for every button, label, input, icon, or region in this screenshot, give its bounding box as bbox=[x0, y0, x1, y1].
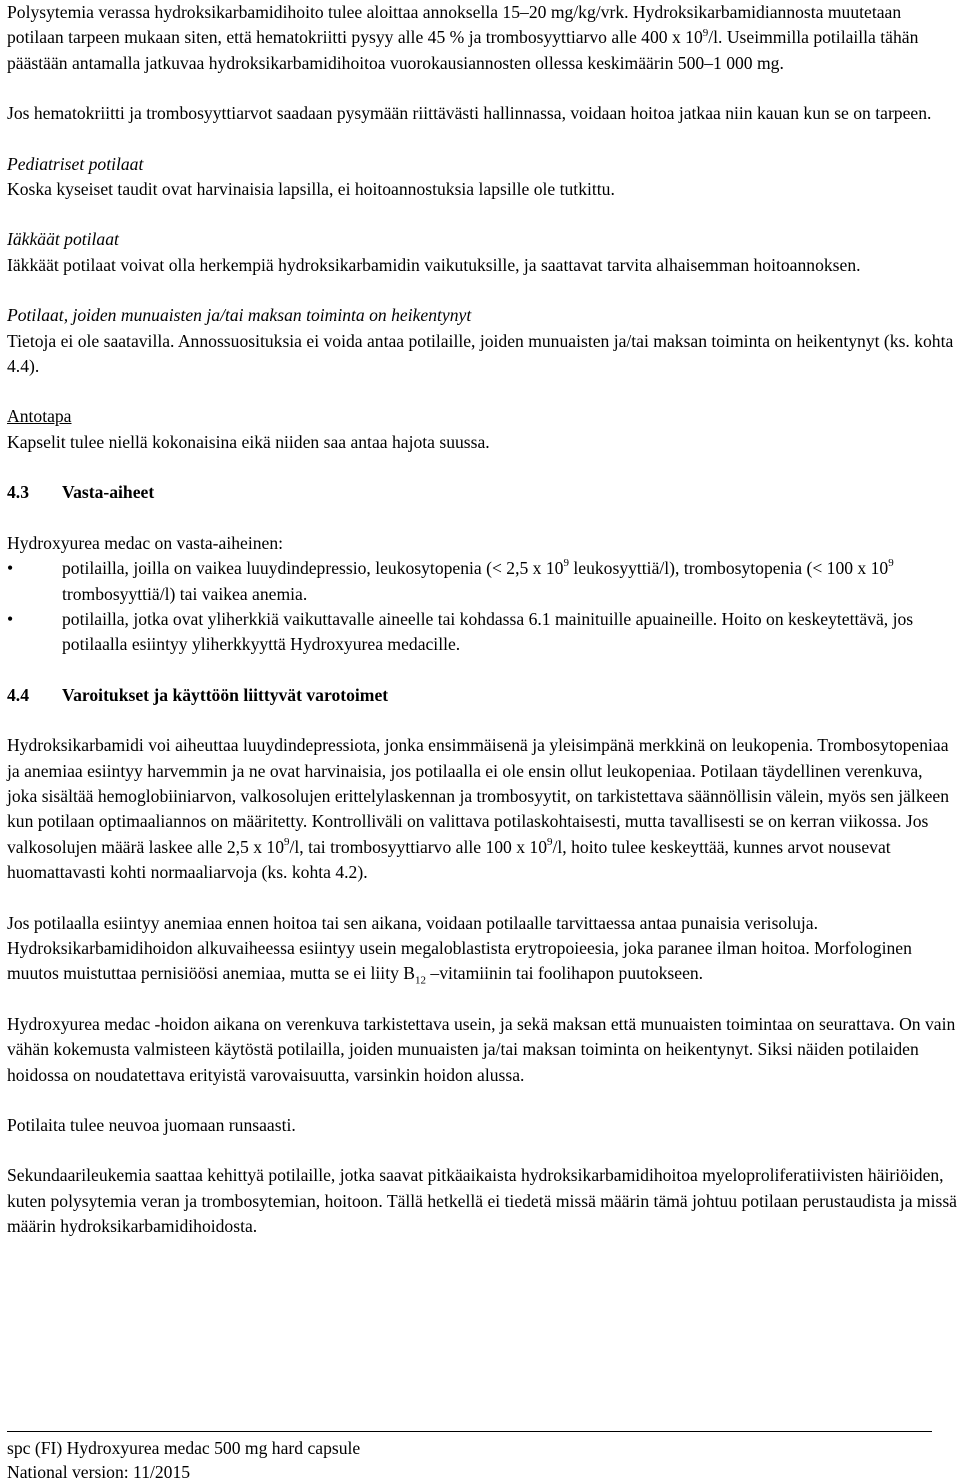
elderly-heading: Iäkkäät potilaat bbox=[7, 229, 119, 250]
warnings-paragraph-5: Sekundaarileukemia saattaa kehittyä potilaille, jotka saavat pitkäaikaista hydroksikarbamidihoitoa myeloproliferatiivisten häiriöiden, kuten polysytemia veran ja trombosytemian, hoitoon. Tällä hetkellä ei tiedetä missä määrin tämä johtuu potilaan perustaudista ja missä määrin hydroksikarbamidihoidosta. bbox=[7, 1165, 957, 1237]
warnings-paragraph-3: Hydroxyurea medac -hoidon aikana on verenkuva tarkistettava usein, ja sekä maksan että munuaisten toimintaa on seurattava. On vain vähän kokemusta valmisteen käytöstä potilailla, joiden munuaisten ja/tai maksan toiminta on heikentynyt. Siksi näiden potilaiden hoidossa on noudatettava erityistä varovaisuutta, varsinkin hoidon alussa. bbox=[7, 1013, 956, 1085]
warnings-paragraph-1: Hydroksikarbamidi voi aiheuttaa luuydindepressiota, jonka ensimmäisenä ja yleisimpänä merkkinä on leukopenia. Trombosytopeniaa ja anemiaa esiintyy harvemmin ja ne ovat harvinaisia, jos potilaalla ei ole ensin ollut leukopeniaa. Potilaan täydellinen verenkuva, joka sisältää hemoglobiiniarvon, valkosolujen erittelylaskennan ja trombosyytit, on tarkistettava säännöllisin välein, myös sen jälkeen kun potilaan optimaaliannos on määritetty. Kontrolliväli on valittava potilaskohtaisesti, mutta tavallisesti se on kerran viikossa. Jos valkosolujen määrä laskee alle 2,5 x $10^9/l$, tai trombosyyttiarvo alle 100 x $10^9/l$, hoito tulee keskeyttää, kunnes arvot nousevat huomattavasti kohti normaaliarvoja (ks. kohta 4.2). bbox=[7, 735, 950, 883]
contraindication-item: • potilailla, joilla on vaikea luuydindepressio, leukosytopenia (< 2,5 x $10^9$ leukosyyttiä/l), trombosytopenia (< 100 x $10^9$ trombosyyttiä/l) tai vaikea anemia. bbox=[7, 557, 894, 604]
renal-heading: Potilaat, joiden munuaisten ja/tai maksan toiminta on heikentynyt bbox=[7, 305, 472, 326]
bullet-icon: • bbox=[7, 608, 14, 629]
warnings-paragraph-2: Jos potilaalla esiintyy anemiaa ennen hoitoa tai sen aikana, voidaan potilaalle tarvittaessa antaa punaisia verisoluja. Hydroksikarbamidihoidon alkuvaiheessa esiintyy usein megaloblastista erytropoieesia, joka paranee ilman hoitoa. Morfologinen muutos muistuttaa pernisiöösi anemiaa, mutta se ei liity $B_{12}$ –vitamiinin tai foolihapon puutokseen. bbox=[7, 912, 912, 987]
continuation-paragraph: Jos hematokriitti ja trombosyyttiarvot saadaan pysymään riittävästi hallinnassa, voidaan hoitoa jatkaa niin kauan kun se on tarpeen. bbox=[7, 103, 932, 124]
section-4-4-heading: 4.4 Varoitukset ja käyttöön liittyvät varotoimet bbox=[7, 684, 389, 705]
footer-product: spc (FI) Hydroxyurea medac 500 mg hard capsule bbox=[7, 1438, 361, 1458]
bullet-icon: • bbox=[7, 558, 14, 579]
administration-heading: Antotapa bbox=[7, 406, 72, 427]
warnings-paragraph-4: Potilaita tulee neuvoa juomaan runsaasti. bbox=[7, 1115, 296, 1135]
contraindication-item: • potilailla, jotka ovat yliherkkiä vaikuttavalle aineelle tai kohdassa 6.1 mainituille apuaineille. Hoito on keskeytettävä, jos potilaalla esiintyy yliherkkyyttä Hydroxyurea medacille. bbox=[7, 608, 914, 655]
pediatric-heading: Pediatriset potilaat bbox=[7, 153, 144, 174]
footer-version: National version: 11/2015 bbox=[7, 1462, 191, 1482]
contraindications-intro: Hydroxyurea medac on vasta-aiheinen: bbox=[7, 532, 284, 553]
document-body bbox=[7, 0, 957, 1240]
section-4-3-heading: 4.3 Vasta-aiheet bbox=[7, 482, 155, 503]
pediatric-text: Koska kyseiset taudit ovat harvinaisia lapsilla, ei hoitoannostuksia lapsille ole tutkittu. bbox=[7, 179, 615, 200]
page-footer bbox=[7, 1436, 360, 1484]
renal-text: Tietoja ei ole saatavilla. Annossuosituksia ei voida antaa potilaille, joiden munuaisten ja/tai maksan toiminta on heikentynyt (ks. kohta 4.4). bbox=[7, 330, 954, 377]
administration-text: Kapselit tulee niellä kokonaisina eikä niiden saa antaa hajota suussa. bbox=[7, 431, 490, 452]
elderly-text: Iäkkäät potilaat voivat olla herkempiä hydroksikarbamidin vaikutuksille, ja saattavat tarvita alhaisemman hoitoannoksen. bbox=[7, 254, 861, 275]
posology-paragraph: Polysytemia verassa hydroksikarbamidihoito tulee aloittaa annoksella 15–20 mg/kg/vrk. Hydroksikarbamidiannosta muutetaan potilaan tarpeen mukaan siten, että hematokriitti pysyy alle 45 % ja trombosyyttiarvo alle 400 x $10^9/l$. Useimmilla potilailla tähän päästään antamalla jatkuvaa hydroksikarbamidihoitoa vuorokausiannosten ollessa keskimäärin 500–1 000 mg. bbox=[7, 2, 919, 73]
footer-divider bbox=[7, 1431, 932, 1432]
